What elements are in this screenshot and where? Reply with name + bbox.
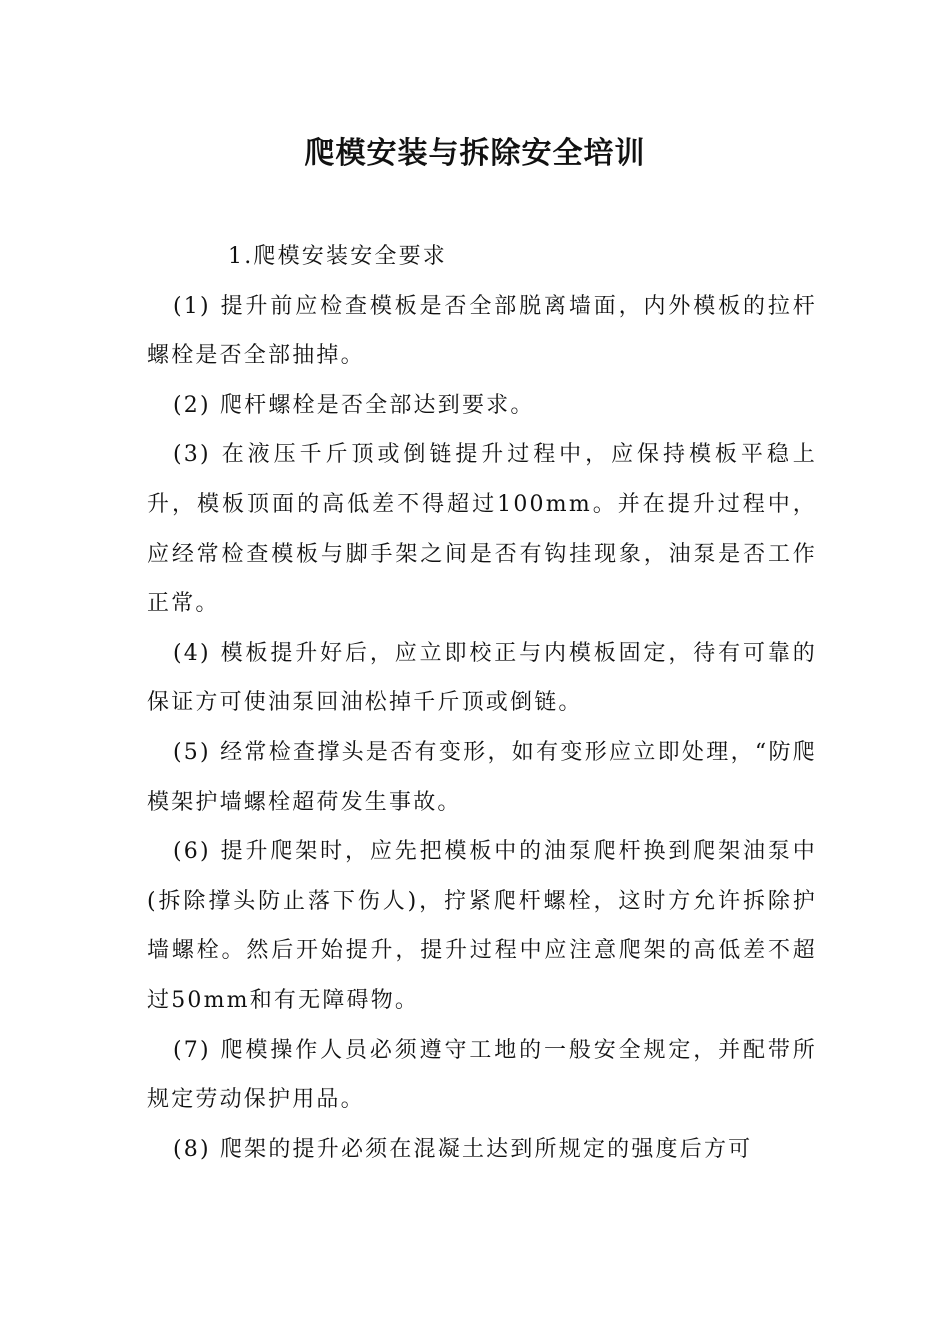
requirement-item-2: (2) 爬杆螺栓是否全部达到要求。 [173,392,535,418]
requirement-item-6: (6) 提升爬架时，应先把模板中的油泵爬杆换到爬架油泵中(拆除撑头防止落下伤人)，拧紧爬杆螺栓，这时方允许拆除护墙螺栓。然后开始提升，提升过程中应注意爬架的高低差不超过50mm和有无障碍物。 [147,839,817,1013]
section-heading: 1.爬模安装安全要求 [228,244,447,269]
requirement-item-3: (3) 在液压千斤顶或倒链提升过程中，应保持模板平稳上升，模板顶面的高低差不得超过100mm。并在提升过程中，应经常检查模板与脚手架之间是否有钩挂现象，油泵是否工作正常。 [147,442,817,617]
requirement-item-1: (1) 提升前应检查模板是否全部脱离墙面，内外模板的拉杆螺栓是否全部抽掉。 [147,293,817,369]
document-title: 爬模安装与拆除安全培训 [304,136,646,171]
requirement-item-5: (5) 经常检查撑头是否有变形，如有变形应立即处理，“防爬模架护墙螺栓超荷发生事故。 [147,739,817,815]
requirement-item-7: (7) 爬模操作人员必须遵守工地的一般安全规定，并配带所规定劳动保护用品。 [147,1037,817,1113]
document-body [147,232,817,1174]
requirement-item-4: (4) 模板提升好后，应立即校正与内模板固定，待有可靠的保证方可使油泵回油松掉千斤顶或倒链。 [147,640,817,716]
requirement-item-8: (8) 爬架的提升必须在混凝土达到所规定的强度后方可 [173,1136,753,1162]
